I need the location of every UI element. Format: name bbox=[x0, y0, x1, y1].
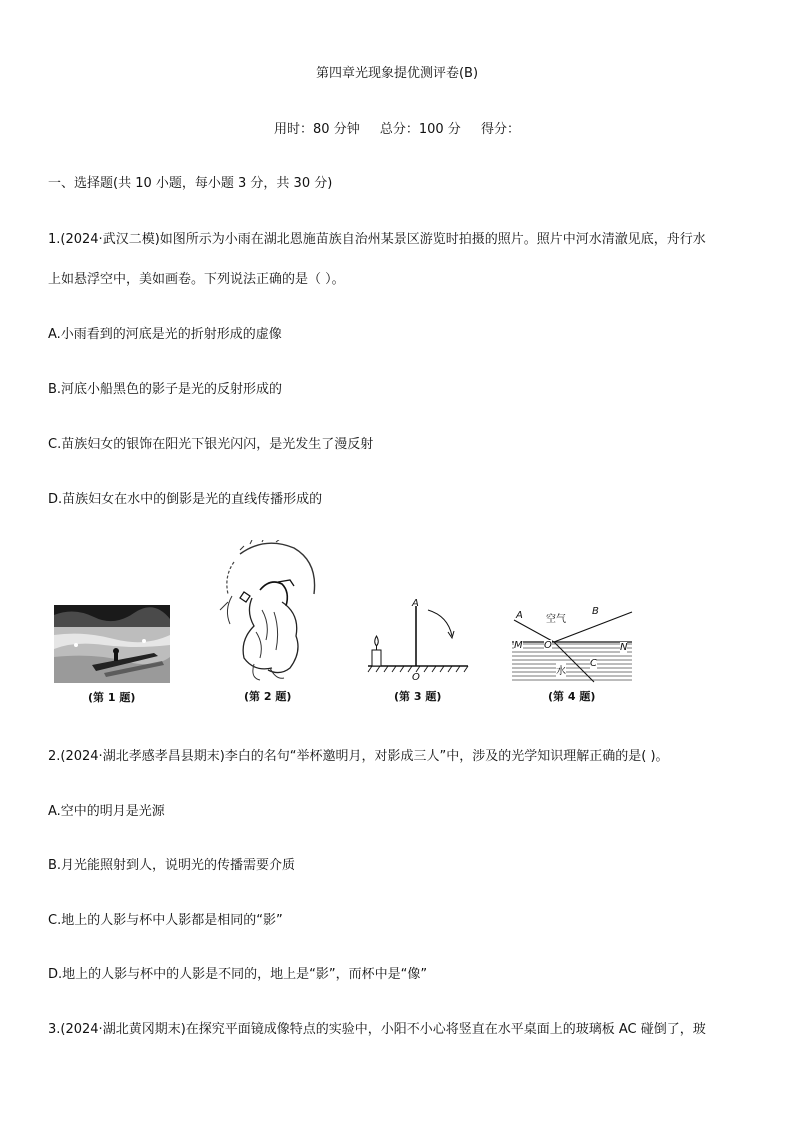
exam-score: 得分： bbox=[480, 122, 520, 137]
figure-4-label-water: 水 bbox=[556, 662, 566, 677]
q3-stem-line1: 3.(2024·湖北黄冈期末)在探究平面镜成像特点的实验中，小阳不小心将竖直在水平桌面上的玻璃板 AC 碰倒了，玻 bbox=[48, 1022, 706, 1037]
candle-board-diagram bbox=[364, 596, 474, 676]
figure-4-label-m: M bbox=[514, 640, 523, 651]
q2-option-a: A.空中的明月是光源 bbox=[48, 804, 165, 819]
figure-1-photo bbox=[54, 605, 170, 704]
figure-4-label-a: A bbox=[516, 610, 523, 621]
q1-option-b: B.河底小船黑色的影子是光的反射形成的 bbox=[48, 382, 283, 397]
figure-3-caption: (第 3 题) bbox=[394, 690, 442, 703]
figure-4-label-b: B bbox=[592, 606, 599, 617]
figure-2-caption: (第 2 题) bbox=[244, 690, 292, 703]
figure-1-caption: (第 1 题) bbox=[88, 691, 136, 704]
q2-option-d: D.地上的人影与杯中的人影是不同的，地上是“影”，而杯中是“像” bbox=[48, 967, 428, 982]
q1-stem-line1: 1.(2024·武汉二模)如图所示为小雨在湖北恩施苗族自治州某景区游览时拍摄的照片。照片中河水清澈见底，舟行水 bbox=[48, 232, 706, 247]
exam-total: 总分：100 分 bbox=[379, 122, 461, 137]
q1-stem-line2: 上如悬浮空中，美如画卷。下列说法正确的是（ ）。 bbox=[48, 272, 345, 287]
li-bai-moon-drawing bbox=[210, 540, 320, 686]
boat-photo-image bbox=[54, 605, 170, 683]
exam-meta bbox=[0, 118, 794, 137]
figure-3-label-o: O bbox=[412, 672, 420, 683]
figure-4-label-o: O bbox=[544, 640, 552, 651]
exam-time: 用时：80 分钟 bbox=[274, 122, 360, 137]
figure-4-label-n: N bbox=[620, 642, 628, 653]
q2-option-c: C.地上的人影与杯中人影都是相同的“影” bbox=[48, 913, 283, 928]
figure-2-drawing bbox=[210, 540, 320, 703]
section-heading: 一、选择题(共 10 小题，每小题 3 分，共 30 分) bbox=[48, 176, 333, 191]
figure-4-caption: (第 4 题) bbox=[548, 690, 596, 703]
q1-option-d: D.苗族妇女在水中的倒影是光的直线传播形成的 bbox=[48, 492, 323, 507]
figure-3-diagram bbox=[364, 596, 474, 703]
figure-3-label-a: A bbox=[412, 598, 419, 609]
q1-option-c: C.苗族妇女的银饰在阳光下银光闪闪，是光发生了漫反射 bbox=[48, 437, 374, 452]
figure-4-diagram bbox=[510, 606, 636, 703]
q1-option-a: A.小雨看到的河底是光的折射形成的虚像 bbox=[48, 327, 282, 342]
q2-option-b: B.月光能照射到人，说明光的传播需要介质 bbox=[48, 858, 296, 873]
refraction-diagram bbox=[510, 606, 636, 686]
q2-stem-line1: 2.(2024·湖北孝感孝昌县期末)李白的名句“举杯邀明月，对影成三人”中，涉及的光学知识理解正确的是( )。 bbox=[48, 749, 669, 764]
page-title: 第四章光现象提优测评卷(B) bbox=[315, 66, 479, 81]
figure-4-label-c: C bbox=[590, 658, 597, 669]
figure-4-label-air: 空气 bbox=[546, 614, 566, 625]
